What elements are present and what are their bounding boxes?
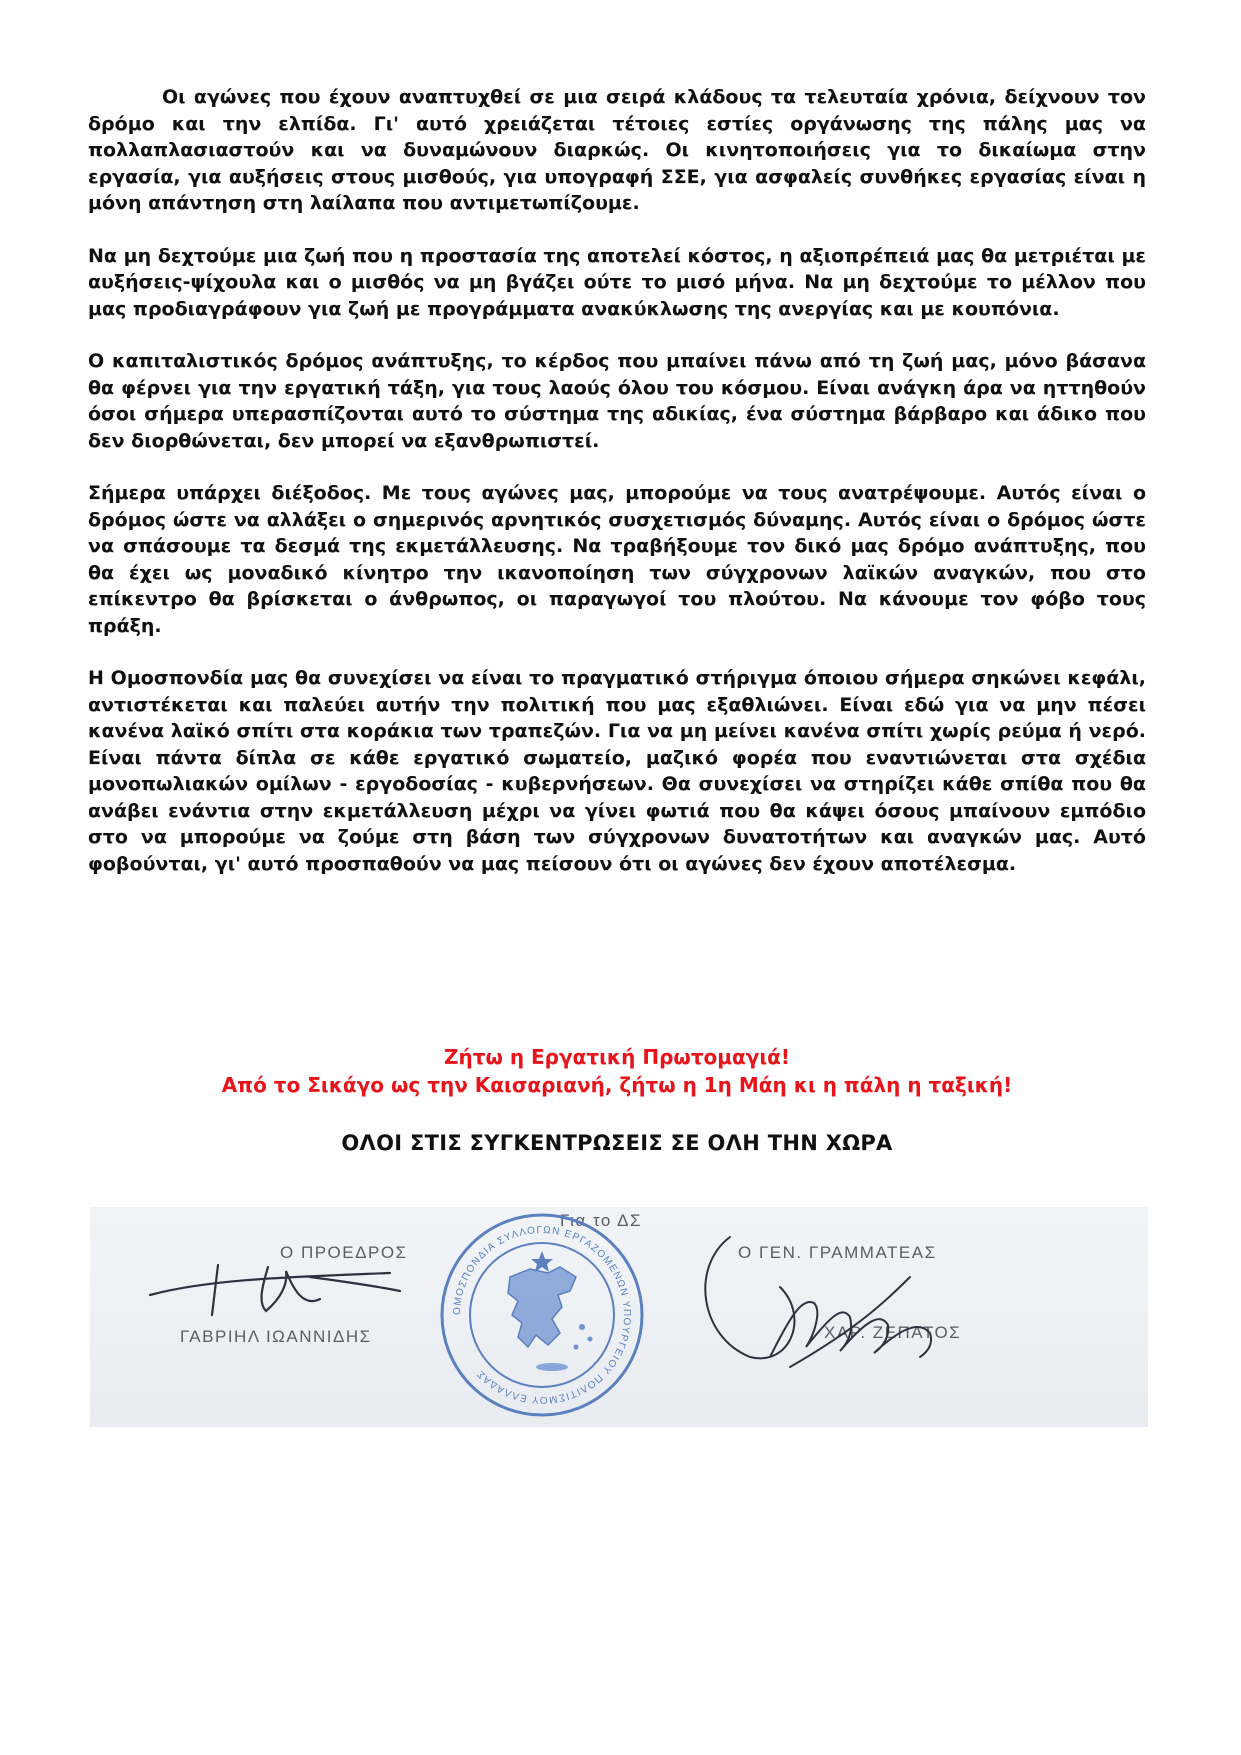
paragraph-1: Οι αγώνες που έχουν αναπτυχθεί σε μια σειρά κλάδους τα τελευταία χρόνια, δείχνουν τον δρόμο και την ελπίδα. Γι' αυτό χρειάζεται τέτοιες εστίες οργάνωσης της πάλης μας να πολλαπλασιαστούν και να δυναμώνουν διαρκώς. Οι κινητοποιήσεις για το δικαίωμα στην εργασία, για αυξήσεις στους μισθούς, για υπογραφή ΣΣΕ, για ασφαλείς συνθήκες εργασίας είναι η μόνη απάντηση στη λαίλαπα που αντιμετωπίζουμε.: [88, 86, 1146, 214]
paragraph-2: Να μη δεχτούμε μια ζωή που η προστασία της αποτελεί κόστος, η αξιοπρέπειά μας θα μετριέται με αυξήσεις-ψίχουλα και ο μισθός να μη βγάζει ούτε το μισό μήνα. Να μη δεχτούμε το μέλλον που μας προδιαγράφουν για ζωή με προγράμματα ανακύκλωσης της ανεργίας και με κουπόνια.: [88, 244, 1146, 320]
seal-ring-text: ΟΜΟΣΠΟΝΔΙΑ ΣΥΛΛΟΓΩΝ ΕΡΓΑΖΟΜΕΝΩΝ ΥΠΟΥΡΓΕΙΟΥ ΠΟΛΙΤΙΣΜΟΥ ΕΛΛΑΔΑΣ: [451, 1224, 633, 1406]
slogan-chicago-kaisariani: Από το Σικάγο ως την Καισαριανή, ζήτω η 1η Μάη κι η πάλη η ταξική!: [221, 1073, 1013, 1097]
secretary-name: ΧΑΡ. ΖΕΠΑΤΟΣ: [824, 1323, 962, 1342]
federation-seal: [442, 1215, 642, 1415]
president-signature: [150, 1265, 400, 1315]
paragraph-4: Σήμερα υπάρχει διέξοδος. Με τους αγώνες μας, μπορούμε να τους ανατρέψουμε. Αυτός είναι ο δρόμος ώστε να αλλάξει ο σημερινός αρνητικός συσχετισμός δύναμης. Αυτός είναι ο δρόμος ώστε να σπάσουμε τα δεσμά της εκμετάλλευσης. Να τραβήξουμε τον δικό μας δρόμο ανάπτυξης, που θα έχει ως μοναδικό κίνητρο την ικανοποίηση των σύγχρονων λαϊκών αναγκών, που στο επίκεντρο θα βρίσκεται ο άνθρωπος, οι παραγωγοί του πλούτου. Να κάνουμε τον φόβο τους πράξη.: [88, 482, 1146, 637]
letter-body: [88, 84, 1146, 903]
board-label: Για το ΔΣ: [560, 1211, 643, 1230]
signature-block: [90, 1207, 1148, 1427]
president-title: Ο ΠΡΟΕΔΡΟΣ: [280, 1243, 408, 1262]
secretary-title: Ο ΓΕΝ. ΓΡΑΜΜΑΤΕΑΣ: [738, 1243, 937, 1262]
slogan-may-day: Ζήτω η Εργατική Πρωτομαγιά!: [443, 1045, 791, 1069]
rally-headline: ΟΛΟΙ ΣΤΙΣ ΣΥΓΚΕΝΤΡΩΣΕΙΣ ΣΕ ΟΛΗ ΤΗΝ ΧΩΡΑ: [341, 1131, 893, 1155]
slogan-section: [88, 1043, 1146, 1157]
secretary-signature: [705, 1237, 931, 1367]
president-name: ΓΑΒΡΙΗΛ ΙΩΑΝΝΙΔΗΣ: [180, 1327, 372, 1346]
paragraph-5: Η Ομοσπονδία μας θα συνεχίσει να είναι το πραγματικό στήριγμα όποιου σήμερα σηκώνει κεφάλι, αντιστέκεται και παλεύει αυτήν την πολιτική που μας εξαθλιώνει. Είναι εδώ για να μην πέσει κανένα λαϊκό σπίτι στα κοράκια των τραπεζών. Για να μη μείνει κανένα σπίτι χωρίς ρεύμα ή νερό. Είναι πάντα δίπλα σε κάθε εργατικό σωματείο, μαζικό φορέα που εναντιώνεται στα σχέδια μονοπωλιακών ομίλων - εργοδοσίας - κυβερνήσεων. Θα συνεχίσει να στηρίζει κάθε σπίθα που θα ανάβει ενάντια στην εκμετάλλευση μέχρι να γίνει φωτιά που θα κάψει όσους μπαίνουν εμπόδιο στο να μπορούμε να ζούμε στη βάση των σύγχρονων δυνατοτήτων και αναγκών μας. Αυτό φοβούνται, γι' αυτό προσπαθούν να μας πείσουν ότι οι αγώνες δεν έχουν αποτέλεσμα.: [88, 667, 1146, 875]
paragraph-3: Ο καπιταλιστικός δρόμος ανάπτυξης, το κέρδος που μπαίνει πάνω από τη ζωή μας, μόνο βάσανα θα φέρνει για την εργατική τάξη, για τους λαούς όλου του κόσμου. Είναι ανάγκη άρα να ηττηθούν όσοι σήμερα υπερασπίζονται αυτό το σύστημα της αδικίας, ένα σύστημα βάρβαρο και άδικο που δεν διορθώνεται, δεν μπορεί να εξανθρωπιστεί.: [88, 350, 1146, 452]
seal-and-signatures-graphic: [90, 1207, 1148, 1427]
